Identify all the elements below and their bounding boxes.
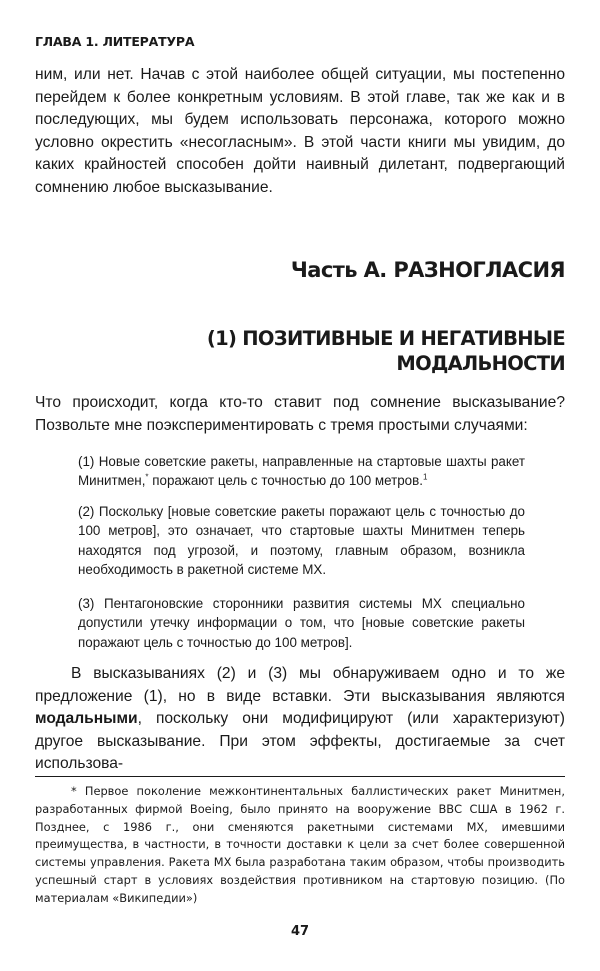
footnote: * Первое поколение межконтинентальных баллистических ракет Минитмен, разработанных фирмой Boeing, было принято на вооружение ВВС США в 1962 г. Позднее, с 1986 г., они сменяются ракетными системами МХ, имевшими преимущества, в частности, в точности доставки к цели за счет более совершенной системы управления. Ракета МХ была разработана таким образом, чтобы производить успешный старт в условиях воздействия противником на стартовую позицию. (По материалам «Википедии») bbox=[35, 784, 565, 905]
footnote-divider bbox=[35, 776, 565, 777]
intro-paragraph: ним, или нет. Начав с этой наиболее общей ситуации, мы постепенно перейдем к более конкретным условиям. В этой главе, так же как и в последующих, мы будем использовать персонажа, которого можно условно окрестить «несогласным». В этой части книги мы увидим, до каких крайностей способен дойти наивный дилетант, подвергающий сомнению любое высказывание. bbox=[35, 66, 565, 196]
example-2: (2) Поскольку [новые советские ракеты поражают цель с точностью до 100 метров], это означает, что стартовые шахты Минитмен теперь находятся под угрозой, и поэтому, главным образом, возникла необходимость в ракетной системе МХ. bbox=[78, 504, 525, 577]
example-1-text-start: (1) Новые советские ракеты, направленные на стартовые шахты ракет Минитмен, bbox=[78, 454, 525, 489]
running-head: ГЛАВА 1. ЛИТЕРАТУРА bbox=[35, 34, 195, 49]
conclusion-paragraph bbox=[35, 663, 565, 776]
conclusion-text-start: В высказываниях (2) и (3) мы обнаруживаем одно и то же предложение (1), но в виде вставки. Эти высказывания являются bbox=[35, 665, 565, 705]
section-heading-line-2: МОДАЛЬНОСТИ bbox=[396, 352, 565, 375]
example-3: (3) Пентагоновские сторонники развития системы МХ специально допустили утечку информации о том, что [новые советские ракеты поражают цель с точностью до 100 метров]. bbox=[78, 596, 525, 650]
example-1-text-end: поражают цель с точностью до 100 метров. bbox=[148, 473, 423, 489]
example-1 bbox=[78, 452, 525, 491]
question-paragraph: Что происходит, когда кто-то ставит под сомнение высказывание? Позвольте мне поэкспериментировать с тремя простыми случаями: bbox=[35, 394, 565, 434]
section-heading bbox=[207, 326, 565, 376]
conclusion-text-end: , поскольку они модифицируют (или характеризуют) другое высказывание. При этом эффекты, достигаемые за счет использова- bbox=[35, 710, 565, 773]
section-heading-line-1: (1) ПОЗИТИВНЫЕ И НЕГАТИВНЫЕ bbox=[206, 327, 565, 350]
footnote-star-marker[interactable]: * bbox=[145, 472, 149, 482]
part-heading: Часть А. РАЗНОГЛАСИЯ bbox=[290, 258, 565, 282]
highlighted-term: модальными bbox=[35, 710, 138, 728]
page-number: 47 bbox=[290, 924, 310, 939]
endnote-marker[interactable]: 1 bbox=[422, 472, 428, 482]
